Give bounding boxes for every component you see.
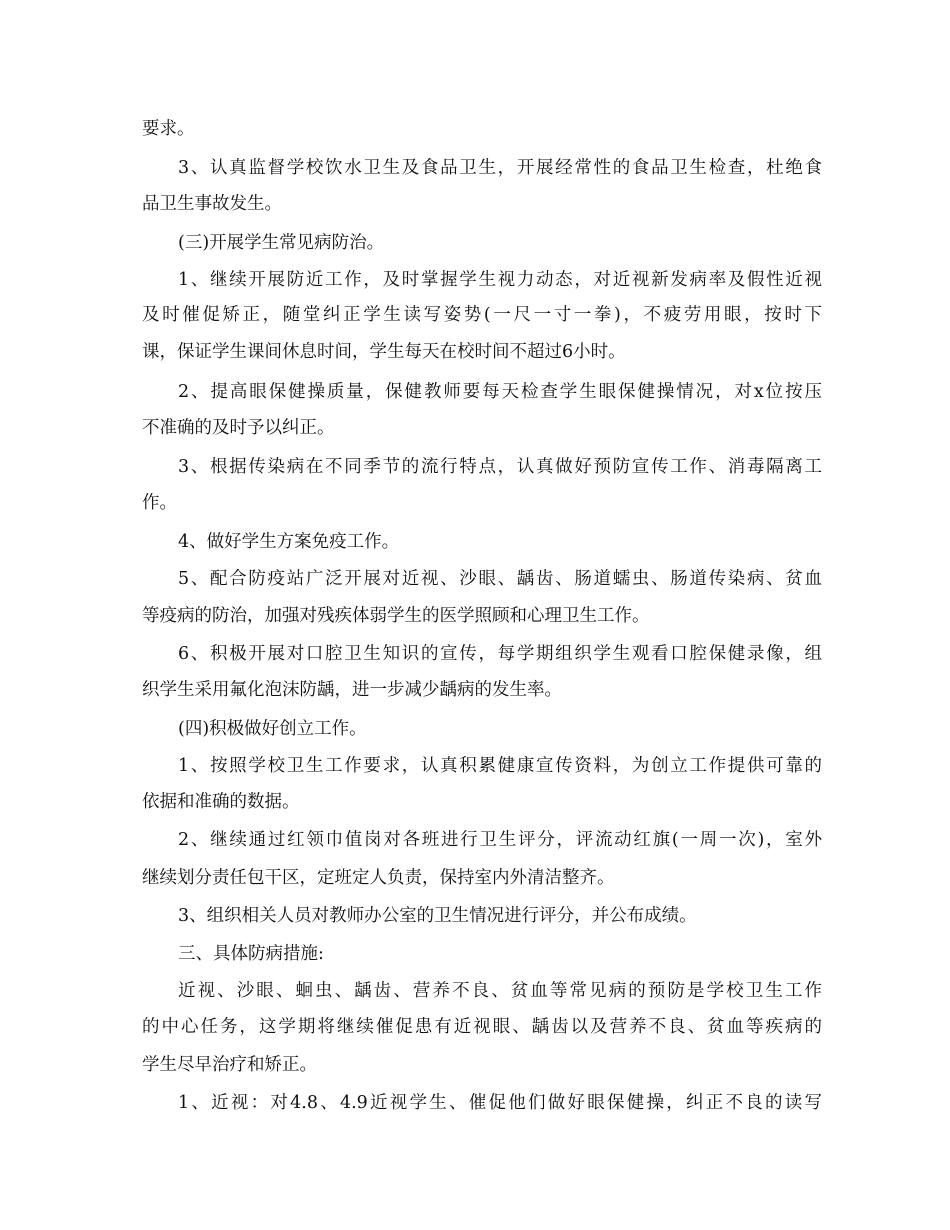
text-line: 品卫生事故发生。 (142, 194, 282, 214)
text-line: 4、做好学生方案免疫工作。 (178, 532, 400, 552)
text-line: 近视、沙眼、蛔虫、龋齿、营养不良、贫血等常见病的预防是学校卫生工作 (178, 981, 822, 1001)
text-line: 要求。 (142, 119, 195, 139)
text-line: 不准确的及时予以纠正。 (142, 418, 335, 438)
text-line: 课，保证学生课间休息时间，学生每天在校时间不超过6小时。 (142, 342, 626, 362)
text-line: 3、组织相关人员对教师办公室的卫生情况进行评分，并公布成绩。 (178, 906, 697, 926)
text-line: 5、配合防疫站广泛开展对近视、沙眼、龋齿、肠道蠕虫、肠道传染病、贫血 (178, 569, 822, 589)
text-line: 等疫病的防治，加强对残疾体弱学生的医学照顾和心理卫生工作。 (142, 606, 650, 626)
text-line: 依据和准确的数据。 (142, 792, 300, 812)
text-line: 及时催促矫正，随堂纠正学生读写姿势(一尺一寸一拳)，不疲劳用眼，按时下 (142, 305, 822, 325)
section-heading: 三、具体防病措施: (178, 944, 324, 964)
section-heading: (三)开展学生常见病防治。 (178, 233, 385, 253)
text-line: 2、提高眼保健操质量，保健教师要每天检查学生眼保健操情况，对x位按压 (178, 382, 822, 402)
text-line: 3、根据传染病在不同季节的流行特点，认真做好预防宣传工作、消毒隔离工 (178, 457, 822, 477)
text-line: 3、认真监督学校饮水卫生及食品卫生，开展经常性的食品卫生检查，杜绝食 (178, 158, 822, 178)
text-line: 6、积极开展对口腔卫生知识的宣传，每学期组织学生观看口腔保健录像，组 (178, 644, 822, 664)
text-line: 作。 (142, 493, 177, 513)
text-line: 的中心任务，这学期将继续催促患有近视眼、龋齿以及营养不良、贫血等疾病的 (142, 1017, 822, 1037)
text-line: 学生尽早治疗和矫正。 (142, 1055, 317, 1075)
text-line: 织学生采用氟化泡沫防龋，进一步减少龋病的发生率。 (142, 680, 562, 700)
text-line: 2、继续通过红领巾值岗对各班进行卫生评分，评流动红旗(一周一次)，室外 (178, 830, 822, 850)
text-line: 1、继续开展防近工作，及时掌握学生视力动态，对近视新发病率及假性近视 (178, 270, 822, 290)
text-line: 1、按照学校卫生工作要求，认真积累健康宣传资料，为创立工作提供可靠的 (178, 756, 822, 776)
section-heading: (四)积极做好创立工作。 (178, 719, 367, 739)
text-line: 继续划分责任包干区，定班定人负责，保持室内外清洁整齐。 (142, 868, 615, 888)
text-line: 1、近视：对4.8、4.9近视学生、催促他们做好眼保健操，纠正不良的读写 (178, 1093, 822, 1113)
